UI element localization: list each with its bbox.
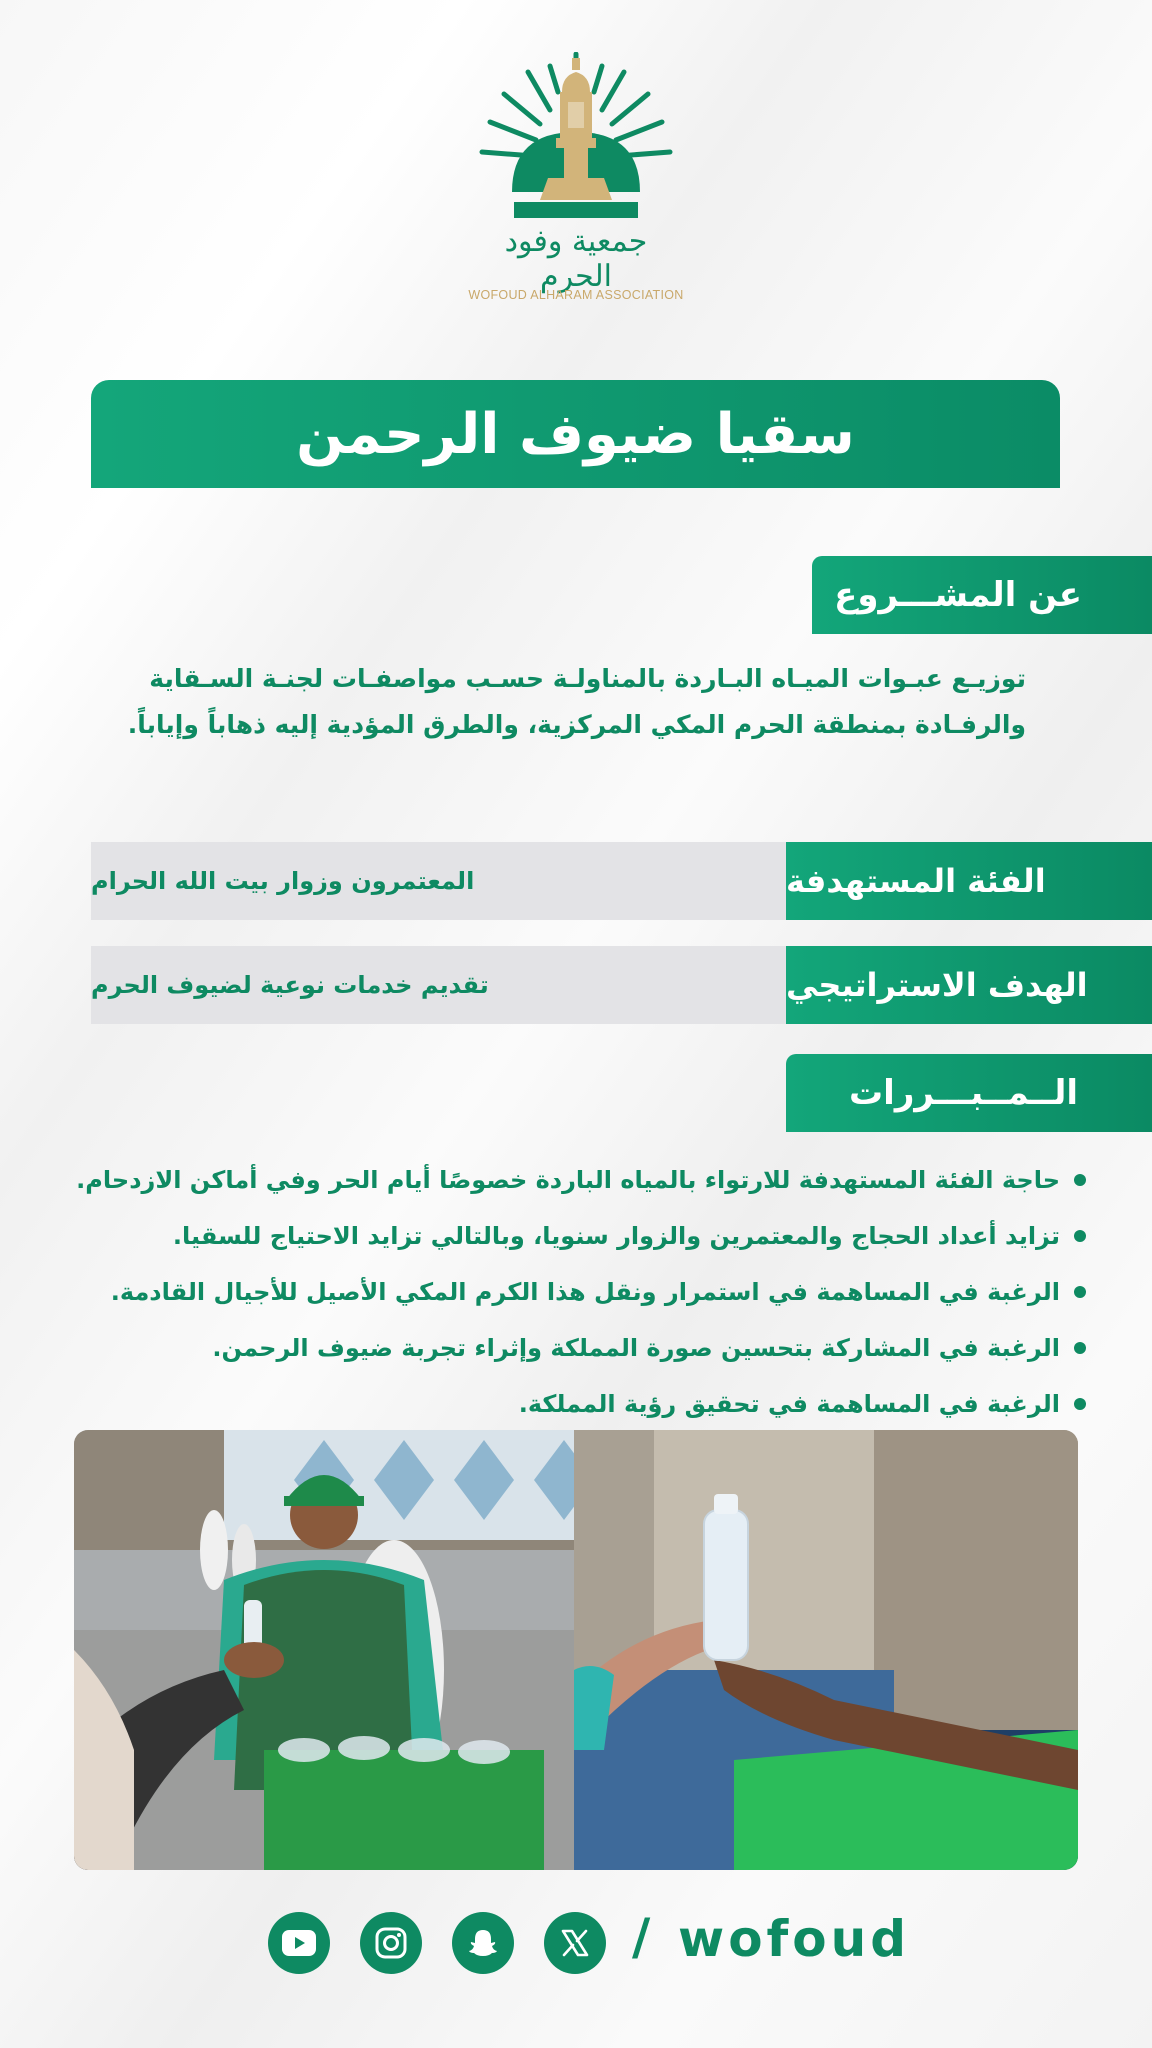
bullet-dot [1074,1398,1086,1410]
page-title: سقيا ضيوف الرحمن [296,401,855,467]
youtube-icon [282,1930,316,1956]
project-photos [74,1430,1078,1870]
strategic-goal-row [91,946,1152,1024]
target-audience-label: الفئة المستهدفة [786,842,1152,920]
bullet-dot [1074,1286,1086,1298]
strategic-goal-value: تقديم خدمات نوعية لضيوف الحرم [91,946,786,1024]
snapchat-icon [467,1927,499,1959]
minaret-sunburst-emblem [466,52,686,222]
list-item: الرغبة في المشاركة بتحسين صورة المملكة وإثراء تجربة ضيوف الرحمن. [80,1320,1086,1376]
bullet-dot [1074,1174,1086,1186]
x-icon [560,1928,590,1958]
about-description: توزيـع عبـوات الميـاه البـاردة بالمناولـة حسـب مواصفـات لجنـة السـقاية والرفـادة بمنطقة الحرم المكي المركزية، والطرق المؤدية إليه ذهاباً وإياباً. [127,664,1026,739]
target-audience-row [91,842,1152,920]
bullet-dot [1074,1342,1086,1354]
list-item: الرغبة في المساهمة في تحقيق رؤية المملكة. [80,1376,1086,1432]
x-link[interactable] [544,1912,606,1974]
list-item: الرغبة في المساهمة في استمرار ونقل هذا الكرم المكي الأصيل للأجيال القادمة. [80,1264,1086,1320]
logo-english-name: WOFOUD ALHARAM ASSOCIATION [468,288,684,302]
justifications-section-header [786,1054,1152,1132]
volunteer-photo [74,1430,594,1870]
instagram-link[interactable] [360,1912,422,1974]
social-handle[interactable]: wofoud [678,1910,911,1968]
footer-social-bar [0,1904,1152,1984]
strategic-goal-label: الهدف الاستراتيجي [786,946,1152,1024]
justifications-heading: الــمــبـــررات [849,1073,1078,1113]
target-audience-value: المعتمرون وزوار بيت الله الحرام [91,842,786,920]
list-item: حاجة الفئة المستهدفة للارتواء بالمياه الباردة خصوصًا أيام الحر وفي أماكن الازدحام. [80,1152,1086,1208]
list-item: تزايد أعداد الحجاج والمعتمرين والزوار سنويا، وبالتالي تزايد الاحتياج للسقيا. [80,1208,1086,1264]
snapchat-link[interactable] [452,1912,514,1974]
title-banner [91,380,1060,488]
logo-arabic-name: جمعية وفود الحرم [504,224,648,294]
justifications-list [76,1152,1086,1432]
handle-separator: / [632,1908,651,1966]
association-logo [466,52,686,312]
handover-closeup-photo [574,1430,1078,1870]
about-section-header [812,556,1152,634]
instagram-icon [375,1927,407,1959]
about-heading: عن المشـــروع [834,575,1082,615]
bullet-dot [1074,1230,1086,1242]
youtube-link[interactable] [268,1912,330,1974]
